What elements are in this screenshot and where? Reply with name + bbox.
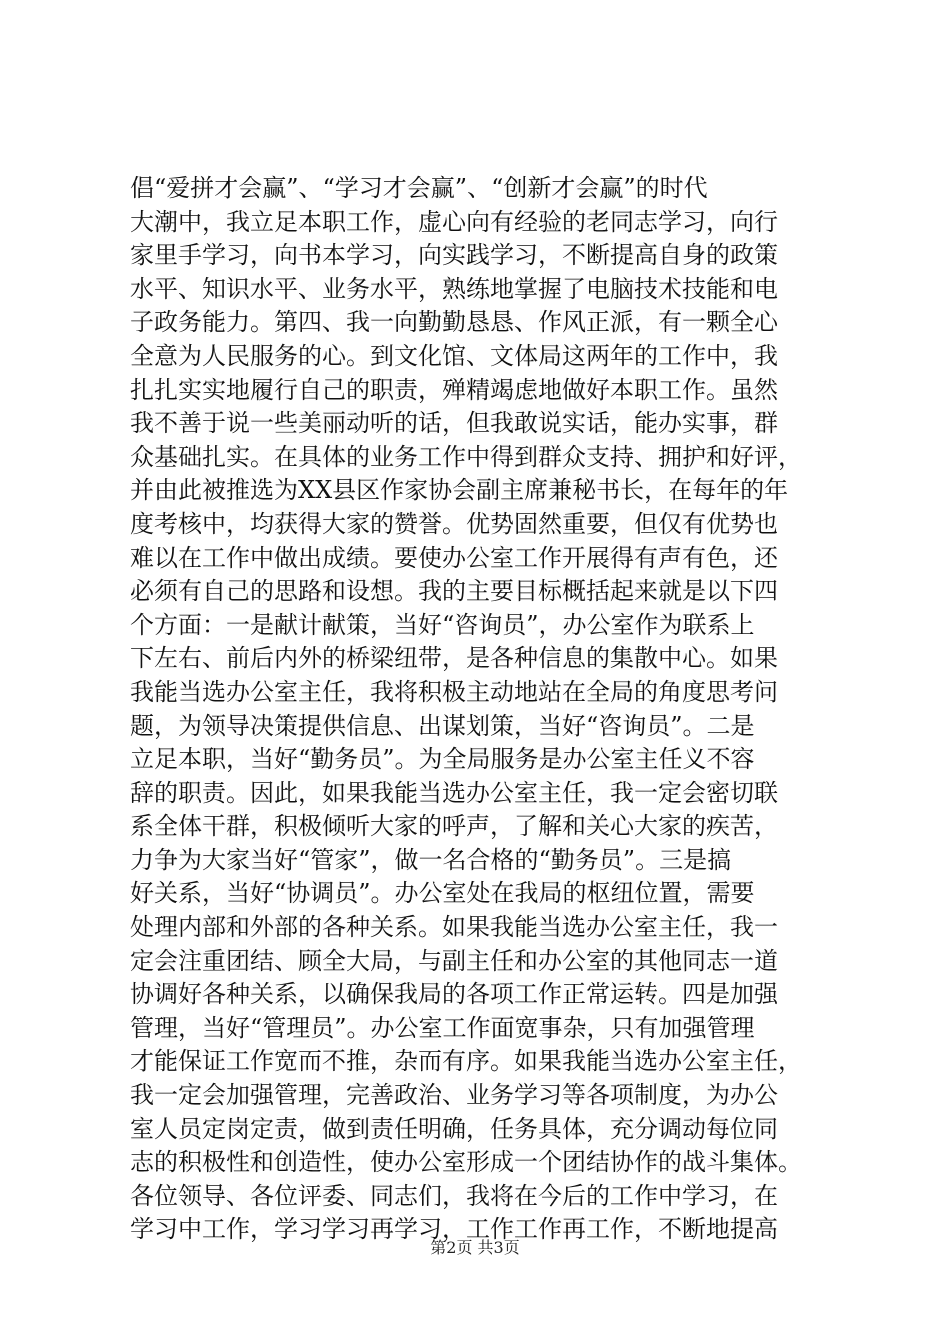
text-line: 必须有自己的思路和设想。我的主要目标概括起来就是以下四: [130, 577, 778, 606]
text-line: 才能保证工作宽而不推，杂而有序。如果我能当选办公室主任，: [130, 1047, 802, 1076]
text-line: 我能当选办公室主任，我将积极主动地站在全局的角度思考问: [130, 677, 778, 706]
page-footer: 第2页 共3页: [430, 1238, 520, 1257]
text-line: 众基础扎实。在具体的业务工作中得到群众支持、拥护和好评，: [130, 442, 802, 471]
text-line: 学习中工作，学习学习再学习，工作工作再工作，不断地提高: [130, 1215, 778, 1244]
text-line: 大潮中，我立足本职工作，虚心向有经验的老同志学习，向行: [130, 207, 778, 236]
text-line: 力争为大家当好“管家”，做一名合格的“勤务员”。三是搞: [130, 845, 732, 874]
text-line: 协调好各种关系，以确保我局的各项工作正常运转。四是加强: [130, 980, 778, 1009]
text-line: 我不善于说一些美丽动听的话，但我敢说实话，能办实事，群: [130, 409, 778, 438]
text-line: 个方面：一是献计献策，当好“咨询员”，办公室作为联系上: [130, 610, 755, 639]
text-line: 系全体干群，积极倾听大家的呼声，了解和关心大家的疾苦，: [130, 812, 778, 841]
text-line: 立足本职，当好“勤务员”。为全局服务是办公室主任义不容: [130, 745, 755, 774]
text-line: 下左右、前后内外的桥梁纽带，是各种信息的集散中心。如果: [130, 644, 778, 673]
text-line: 处理内部和外部的各种关系。如果我能当选办公室主任，我一: [130, 913, 778, 942]
text-line: 倡“爱拼才会赢”、“学习才会赢”、“创新才会赢”的时代: [130, 174, 708, 202]
text-line: 我一定会加强管理，完善政治、业务学习等各项制度，为办公: [130, 1081, 778, 1110]
text-line: 难以在工作中做出成绩。要使办公室工作开展得有声有色，还: [130, 543, 778, 572]
text-line: 度考核中，均获得大家的赞誉。优势固然重要，但仅有优势也: [130, 509, 778, 538]
text-line: 子政务能力。第四、我一向勤勤恳恳、作风正派，有一颗全心: [130, 308, 778, 337]
text-line: 家里手学习，向书本学习，向实践学习，不断提高自身的政策: [130, 241, 778, 270]
text-line: 辞的职责。因此，如果我能当选办公室主任，我一定会密切联: [130, 778, 778, 807]
text-line: 水平、知识水平、业务水平，熟练地掌握了电脑技术技能和电: [130, 274, 778, 303]
body-text: [130, 172, 830, 1247]
text-line: 各位领导、各位评委、同志们，我将在今后的工作中学习，在: [130, 1181, 778, 1210]
text-line: 并由此被推选为XX县区作家协会副主席兼秘书长，在每年的年: [130, 476, 789, 505]
text-line: 扎扎实实地履行自己的职责，殚精竭虑地做好本职工作。虽然: [130, 375, 778, 404]
text-line: 全意为人民服务的心。到文化馆、文体局这两年的工作中，我: [130, 341, 778, 370]
text-line: 管理，当好“管理员”。办公室工作面宽事杂，只有加强管理: [130, 1013, 755, 1042]
text-line: 志的积极性和创造性，使办公室形成一个团结协作的战斗集体。: [130, 1148, 802, 1177]
text-line: 题，为领导决策提供信息、出谋划策，当好“咨询员”。二是: [130, 711, 755, 740]
text-line: 好关系，当好“协调员”。办公室处在我局的枢纽位置，需要: [130, 879, 755, 908]
text-line: 定会注重团结、顾全大局，与副主任和办公室的其他同志一道: [130, 946, 778, 975]
text-line: 室人员定岗定责，做到责任明确，任务具体，充分调动每位同: [130, 1114, 778, 1143]
